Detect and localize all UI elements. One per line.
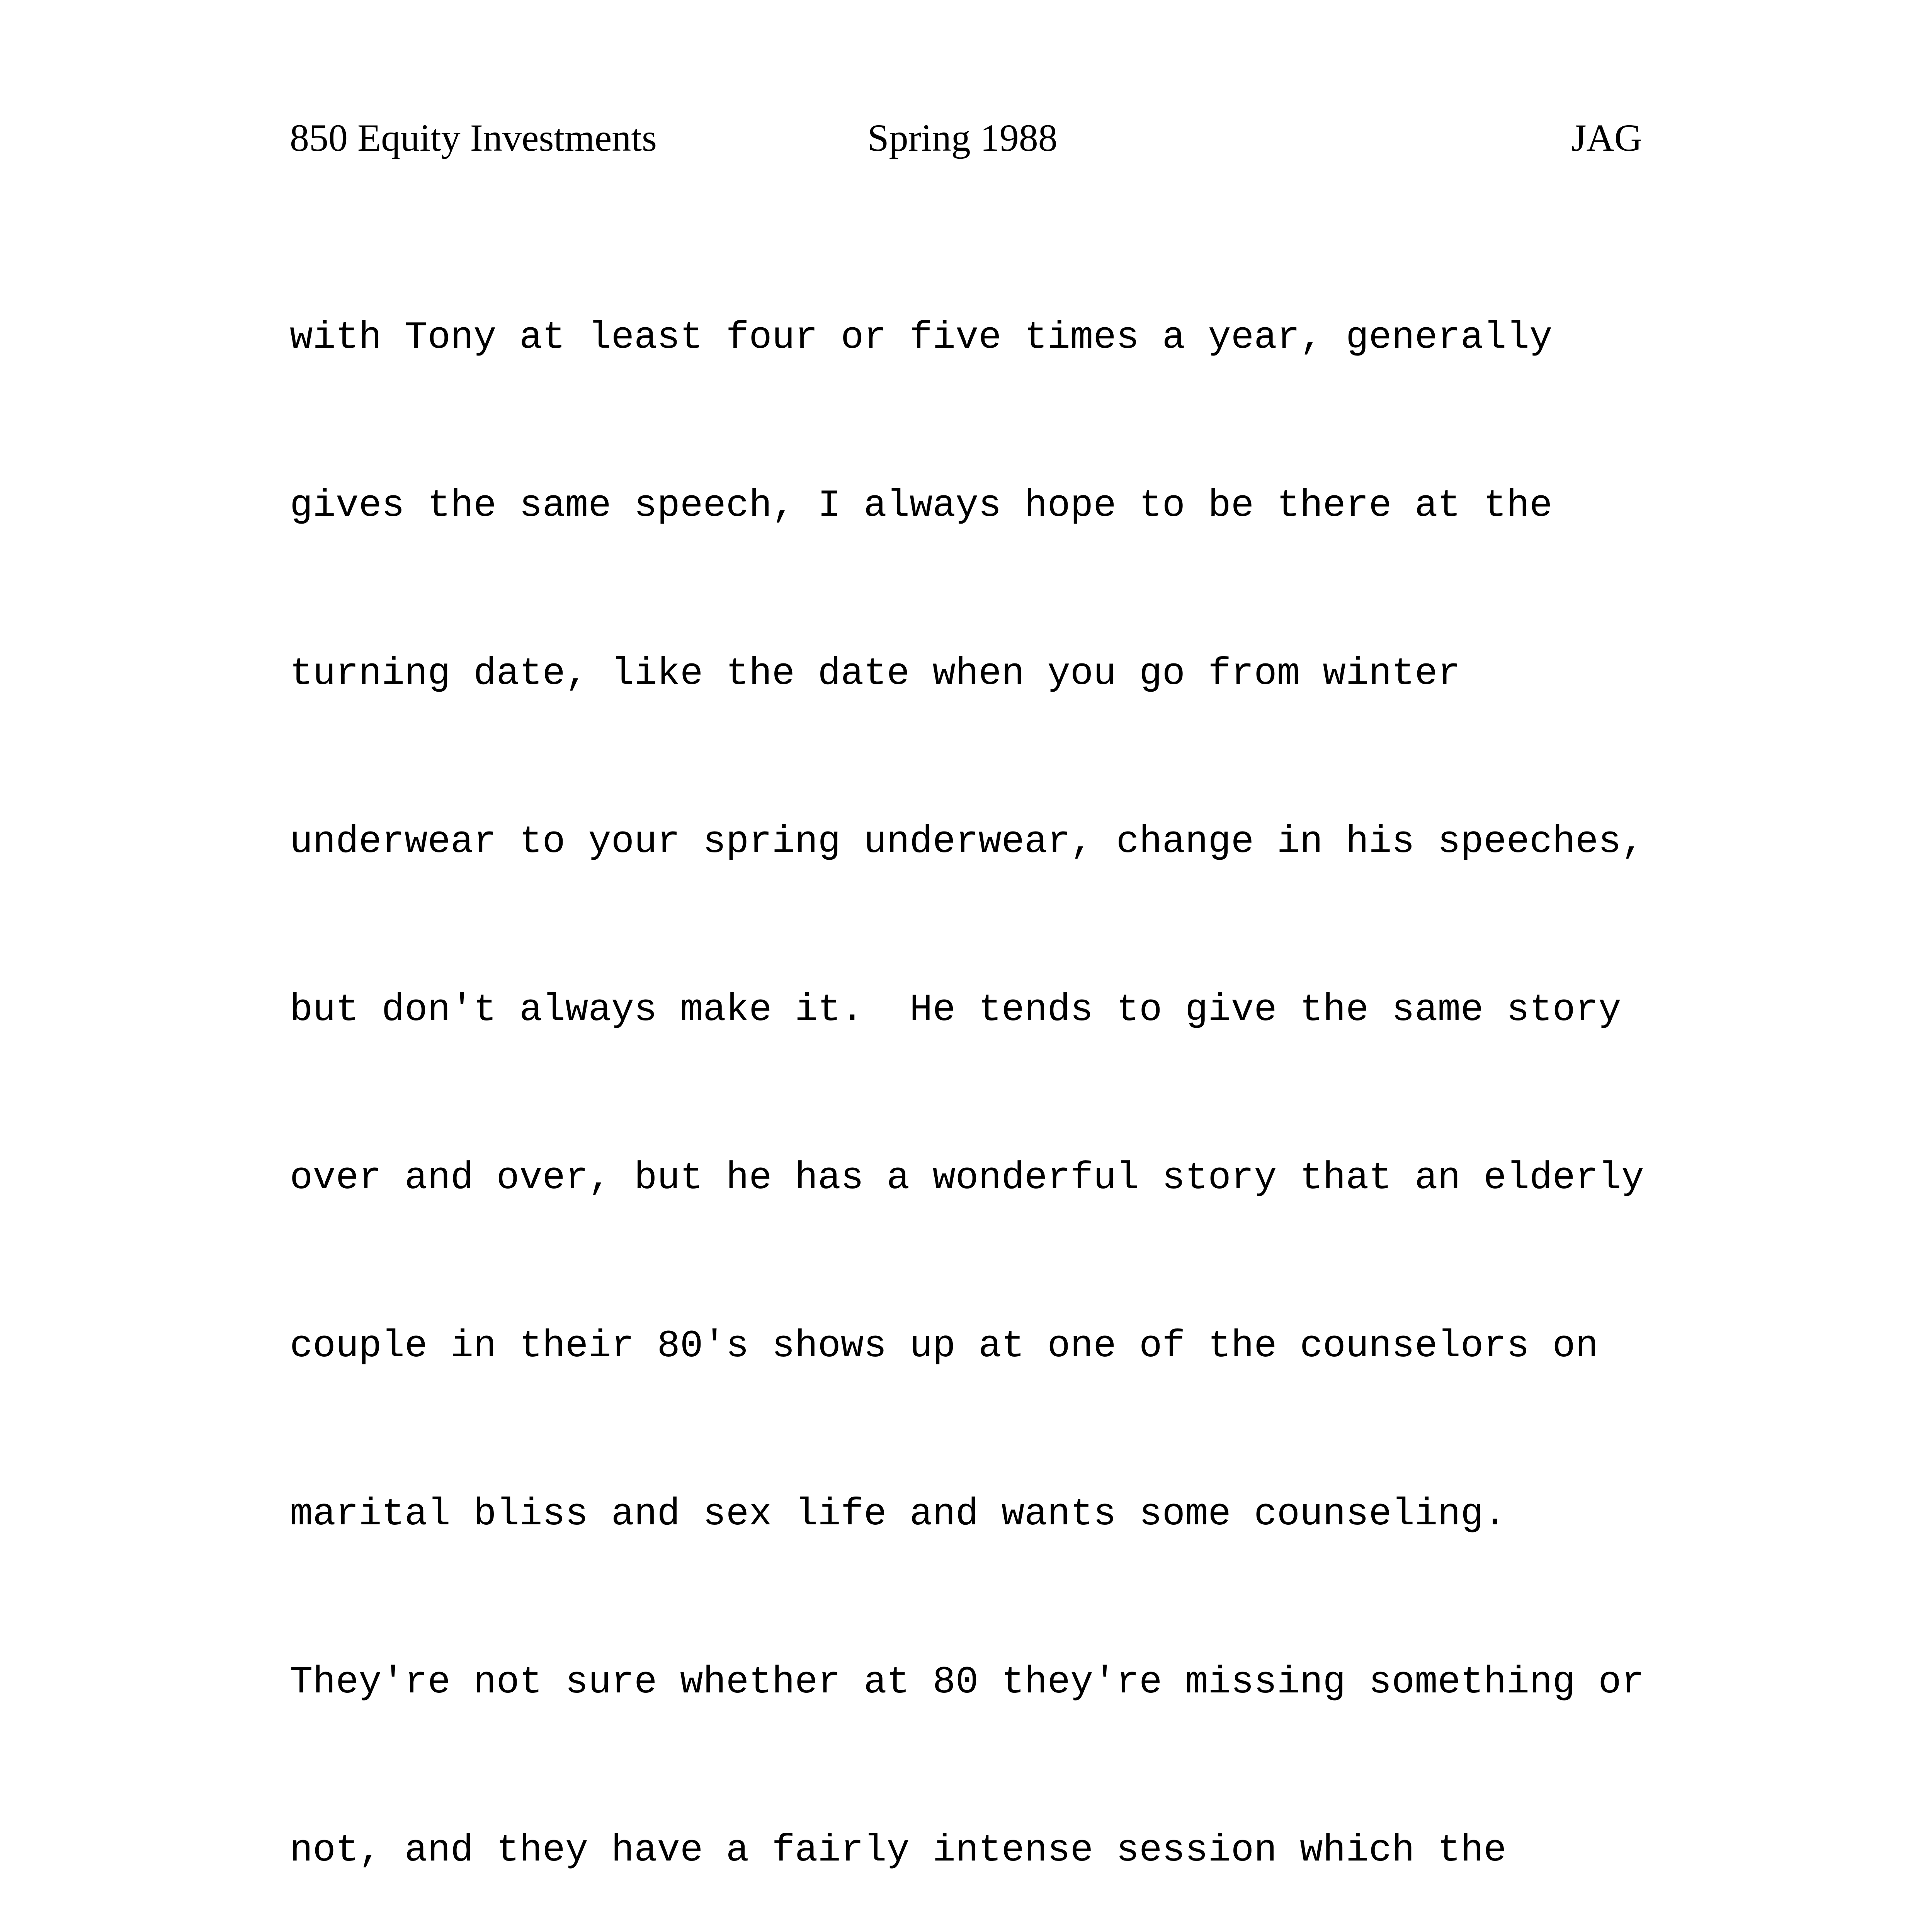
text-line: not, and they have a fairly intense session which the — [290, 1829, 1507, 1872]
text-line: underwear to your spring underwear, change in his speeches, — [290, 820, 1645, 864]
text-line: but don't always make it. He tends to give the same story — [290, 988, 1621, 1032]
header-course-title: 850 Equity Investments — [290, 116, 657, 159]
text-line: They're not sure whether at 80 they're missing something or — [290, 1661, 1645, 1704]
text-line: couple in their 80's shows up at one of the counselors on — [290, 1325, 1599, 1368]
text-line: marital bliss and sex life and wants some counseling. — [290, 1493, 1507, 1536]
header-initials: JAG — [1571, 116, 1642, 159]
text-line: turning date, like the date when you go from winter — [290, 652, 1461, 696]
text-line: with Tony at least four or five times a year, generally — [290, 316, 1553, 359]
page-header — [0, 113, 1932, 163]
transcript-body — [290, 228, 1719, 1932]
text-line: over and over, but he has a wonderful story that an elderly — [290, 1156, 1645, 1200]
header-term: Spring 1988 — [867, 116, 1058, 159]
text-line: gives the same speech, I always hope to be there at the — [290, 484, 1553, 527]
